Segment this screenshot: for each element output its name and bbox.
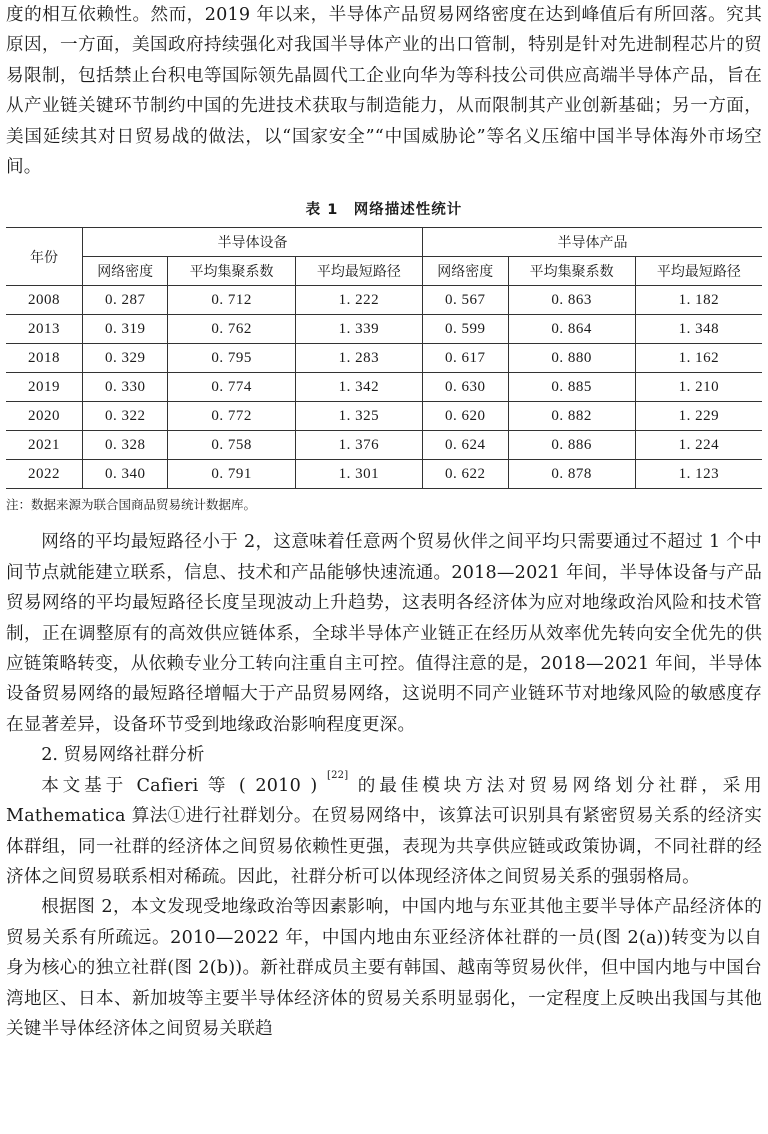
table-cell: 0. 878 (508, 460, 635, 489)
table-cell: 1. 162 (635, 344, 762, 373)
table-cell: 0. 319 (83, 315, 168, 344)
table-cell: 0. 340 (83, 460, 168, 489)
paragraph-community-lead: 本文基于 Cafieri 等 ( 2010 ) (41, 775, 327, 796)
table-cell: 0. 880 (508, 344, 635, 373)
table-cell: 1. 301 (295, 460, 422, 489)
table-cell: 0. 567 (423, 286, 508, 315)
table-cell: 0. 758 (168, 431, 295, 460)
table-cell: 1. 339 (295, 315, 422, 344)
table-cell: 2008 (6, 286, 83, 315)
table-cell: 0. 712 (168, 286, 295, 315)
table-header-row-metrics (6, 257, 762, 286)
document-page (6, 0, 762, 1044)
table-cell: 0. 630 (423, 373, 508, 402)
group-header-products: 半导体产品 (423, 228, 762, 257)
table-cell: 1. 325 (295, 402, 422, 431)
table-cell: 1. 283 (295, 344, 422, 373)
table-cell: 0. 882 (508, 402, 635, 431)
table-cell: 1. 222 (295, 286, 422, 315)
year-header: 年份 (6, 228, 83, 286)
table-row (6, 431, 762, 460)
table-cell: 1. 229 (635, 402, 762, 431)
network-stats-table (6, 227, 762, 489)
paragraph-community-body: 的最佳模块方法对贸易网络划分社群，采用 Mathematica 算法①进行社群划分。在贸易网络中，该算法可识别具有紧密贸易关系的经济实体群组，同一社群的经济体之间贸易依赖性更强，表现为共享供应链或政策协调，不同社群的经济体之间贸易联系相对稀疏。因此，社群分析可以体现经济体之间贸易关系的强弱格局。 (6, 775, 762, 887)
intro-paragraph: 度的相互依赖性。然而，2019 年以来，半导体产品贸易网络密度在达到峰值后有所回落。究其原因，一方面，美国政府持续强化对我国半导体产业的出口管制，特别是针对先进制程芯片的贸易限制，包括禁止台积电等国际领先晶圆代工企业向华为等科技公司供应高端半导体产品，旨在从产业链关键环节制约中国的先进技术获取与制造能力，从而限制其产业创新基础；另一方面，美国延续其对日贸易战的做法，以“国家安全”“中国威胁论”等名义压缩中国半导体海外市场空间。 (6, 5, 762, 178)
group-header-equipment: 半导体设备 (83, 228, 423, 257)
table-cell: 0. 885 (508, 373, 635, 402)
table-cell: 2020 (6, 402, 83, 431)
table-cell: 0. 795 (168, 344, 295, 373)
table-caption: 表 1 网络描述性统计 (305, 202, 463, 219)
table-row (6, 402, 762, 431)
table-header-row-groups (6, 228, 762, 257)
table-cell: 0. 791 (168, 460, 295, 489)
table-row (6, 315, 762, 344)
table-cell: 2013 (6, 315, 83, 344)
table-cell: 1. 342 (295, 373, 422, 402)
table-cell: 0. 624 (423, 431, 508, 460)
table-cell: 1. 210 (635, 373, 762, 402)
sub-header: 平均集聚系数 (168, 257, 295, 286)
table-cell: 0. 863 (508, 286, 635, 315)
table-cell: 0. 330 (83, 373, 168, 402)
table-cell: 0. 328 (83, 431, 168, 460)
table-cell: 0. 322 (83, 402, 168, 431)
table-row (6, 344, 762, 373)
table-cell: 2021 (6, 431, 83, 460)
sub-header: 网络密度 (83, 257, 168, 286)
table-cell: 0. 329 (83, 344, 168, 373)
table-note: 注：数据来源为联合国商品贸易统计数据库。 (6, 497, 257, 513)
table-cell: 0. 774 (168, 373, 295, 402)
table-row (6, 460, 762, 489)
table-cell: 2018 (6, 344, 83, 373)
table-cell: 0. 617 (423, 344, 508, 373)
section-heading: 2. 贸易网络社群分析 (41, 745, 205, 766)
sub-header: 平均集聚系数 (508, 257, 635, 286)
sub-header: 平均最短路径 (635, 257, 762, 286)
table-cell: 1. 123 (635, 460, 762, 489)
sub-header: 平均最短路径 (295, 257, 422, 286)
citation-ref[interactable]: [22] (326, 769, 349, 781)
paragraph-shortest-path: 网络的平均最短路径小于 2，这意味着任意两个贸易伙伴之间平均只需要通过不超过 1 个中间节点就能建立联系，信息、技术和产品能够快速流通。2018—2021 年间，半导体设备与产品贸易网络的平均最短路径长度呈现波动上升趋势，这表明各经济体为应对地缘政治风险和技术管制，正在调整原有的高效供应链体系，全球半导体产业链正在经历从效率优先转向安全优先的供应链策略转变，从依赖专业分工转向注重自主可控。值得注意的是，2018—2021 年间，半导体设备贸易网络的最短路径增幅大于产品贸易网络，这说明不同产业链环节对地缘风险的敏感度存在显著差异，设备环节受到地缘政治影响程度更深。 (6, 532, 762, 735)
table-cell: 0. 287 (83, 286, 168, 315)
table-row (6, 286, 762, 315)
table-cell: 1. 348 (635, 315, 762, 344)
table-row (6, 373, 762, 402)
table-cell: 2022 (6, 460, 83, 489)
table-cell: 0. 762 (168, 315, 295, 344)
table-cell: 2019 (6, 373, 83, 402)
table-cell: 1. 376 (295, 431, 422, 460)
table-cell: 0. 622 (423, 460, 508, 489)
table-cell: 0. 620 (423, 402, 508, 431)
table-cell: 0. 599 (423, 315, 508, 344)
table-cell: 0. 886 (508, 431, 635, 460)
table-cell: 0. 772 (168, 402, 295, 431)
table-cell: 1. 182 (635, 286, 762, 315)
table-cell: 0. 864 (508, 315, 635, 344)
sub-header: 网络密度 (423, 257, 508, 286)
paragraph-figure: 根据图 2，本文发现受地缘政治等因素影响，中国内地与东亚其他主要半导体产品经济体的贸易关系有所疏远。2010—2022 年，中国内地由东亚经济体社群的一员(图 2(a))转变为以自身为核心的独立社群(图 2(b))。新社群成员主要有韩国、越南等贸易伙伴，但中国内地与中国台湾地区、日本、新加坡等主要半导体经济体的贸易关系明显弱化，一定程度上反映出我国与其他关键半导体经济体之间贸易关联趋 (6, 897, 762, 1039)
table-cell: 1. 224 (635, 431, 762, 460)
paragraph-community (6, 771, 762, 893)
